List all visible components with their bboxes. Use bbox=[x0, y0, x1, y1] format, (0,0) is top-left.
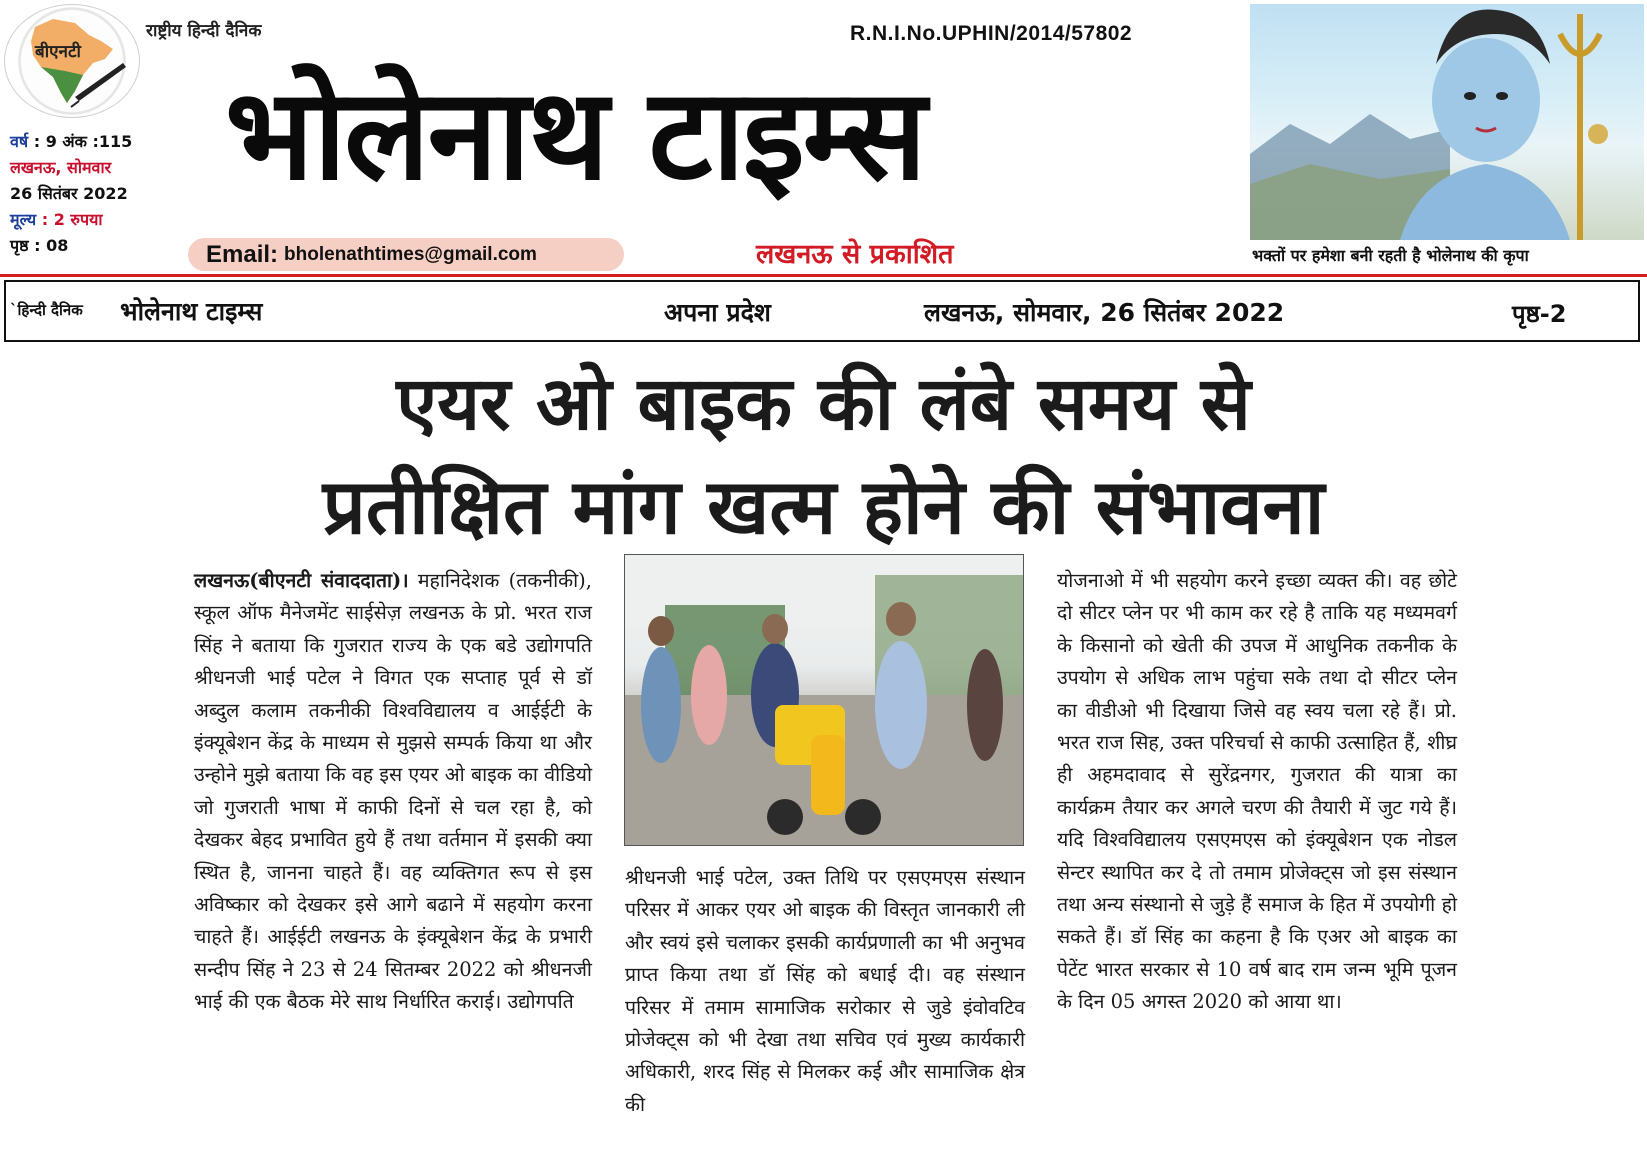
running-head-section: अपना प्रदेश bbox=[664, 298, 771, 327]
article-photo bbox=[624, 554, 1024, 846]
article-column-1 bbox=[194, 565, 592, 1019]
logo-text: बीएनटी bbox=[35, 42, 81, 62]
deity-image bbox=[1250, 4, 1644, 240]
email-badge bbox=[188, 238, 624, 271]
price-value: : 2 रुपया bbox=[41, 210, 103, 229]
page-count bbox=[10, 234, 68, 256]
deity-caption: भक्तों पर हमेशा बनी रहती है भोलेनाथ की कृपा bbox=[1252, 246, 1529, 265]
column-1-text: महानिदेशक (तकनीकी), स्कूल ऑफ मैनेजमेंट साईसेज़ लखनऊ के प्रो. भरत राज सिंह ने बताया कि गुजरात राज्य के एक बडे उद्योगपति श्रीधनजी भाई पटेल ने विगत एक सप्ताह पूर्व से डॉ अब्दुल कलाम तकनीकी विश्वविद्यालय व आईईटी के इंक्यूबेशन केंद्र के माध्यम से मुझसे सम्पर्क किया था और उन्होने मुझे बताया कि वह इस एयर ओ बाइक का वीडियो जो गुजराती भाषा में काफी दिनों से चल रहा है, को देखकर बेहद प्रभावित हुये हैं तथा वर्तमान में इसकी क्या स्थित है, जानना चाहते हैं। वह व्यक्तिगत रूप से इस अविष्कार को देखकर इसे आगे बढाने में सहयोग करना चाहते हैं। आईईटी लखनऊ के इंक्यूबेशन केंद्र के प्रभारी सन्दीप सिंह ने 23 से 24 सितम्बर 2022 को श्रीधनजी भाई की एक बैठक मेरे साथ निर्धारित कराई। उद्योगपति bbox=[194, 569, 592, 1014]
email-label: Email: bbox=[206, 240, 279, 268]
pages-value: : 08 bbox=[34, 236, 69, 255]
column-2-text: श्रीधनजी भाई पटेल, उक्त तिथि पर एसएमएस संस्थान परिसर में आकर एयर ओ बाइक की विस्तृत जानकारी ली और स्वयं इसे चलाकर इसकी कार्यप्रणाली का भी अनुभव प्राप्त किया तथा डॉ सिंह को बधाई दी। वह संस्थान परिसर में तमाम सामाजिक सरोकार से जुडे इंवोवटिव प्रोजेक्ट्स को भी देखा तथा सचिव एवं मुख्य कार्यकारी अधिकारी, शरद सिंह से मिलकर कई और सामाजिक क्षेत्र की bbox=[625, 866, 1025, 1116]
running-head-page: पृष्ठ-2 bbox=[1512, 300, 1567, 328]
price-label: मूल्य bbox=[10, 210, 37, 229]
place-day: लखनऊ, सोमवार bbox=[10, 158, 112, 177]
year-issue bbox=[10, 130, 132, 152]
pages-label: पृष्ठ bbox=[10, 236, 29, 255]
tagline-national-hindi-daily: राष्ट्रीय हिन्दी दैनिक bbox=[146, 21, 262, 41]
article-column-3 bbox=[1057, 565, 1457, 1019]
running-head-prefix: `हिन्दी दैनिक bbox=[10, 301, 83, 319]
year-value: : 9 अंक :115 bbox=[33, 132, 133, 151]
price bbox=[10, 208, 103, 230]
newspaper-title: भोलेनाथ टाइम्स bbox=[225, 61, 925, 208]
running-head-paper-name: भोलेनाथ टाइम्स bbox=[120, 297, 263, 326]
column-3-text: योजनाओ में भी सहयोग करने इच्छा व्यक्त की। वह छोटे दो सीटर प्लेन पर भी काम कर रहे है ताकि यह मध्यमवर्ग के किसानो को खेती की उपज में आधुनिक तकनीक के उपयोग से अधिक लाभ पहुंचा सके तथा दो सीटर प्लेन का वीडीओ भी दिखाया जिसे वह स्वय चला रहे हैं। प्रो. भरत राज सिह, उक्त परिचर्चा से काफी उत्साहित हैं, शीघ्र ही अहमदावाद से सुरेंद्रनगर, गुजरात की यात्रा का कार्यक्रम तैयार कर अगले चरण की तैयारी में जुट गये हैं। यदि विश्वविद्यालय एसएमएस को इंक्यूबेशन एक नोडल सेन्टर स्थापित कर दे तो तमाम प्रोजेक्ट्स जो इस संस्थान तथा अन्य संस्थानो से जुड़े हैं समाज के हित में उपयोगी हो सकते हैं। डॉ सिंह का कहना है कि एअर ओ बाइक का पेटेंट भारत सरकार से 10 वर्ष बाद राम जन्म भूमि पूजन के दिन 05 अगस्त 2020 को आया था। bbox=[1057, 569, 1457, 1014]
headline-line-1: एयर ओ बाइक की लंबे समय से bbox=[396, 361, 1251, 447]
shiva-illustration bbox=[1250, 4, 1644, 240]
air-o-bike-photo bbox=[625, 555, 1024, 846]
newspaper-logo bbox=[4, 4, 140, 118]
masthead-divider bbox=[0, 274, 1647, 277]
rni-number: R.N.I.No.UPHIN/2014/57802 bbox=[850, 22, 1133, 45]
email-address[interactable]: bholenathtimes@gmail.com bbox=[284, 243, 537, 265]
issue-date: 26 सितंबर 2022 bbox=[10, 184, 128, 203]
article-column-2 bbox=[625, 862, 1025, 1121]
year-label: वर्ष bbox=[10, 132, 29, 151]
dateline: लखनऊ(बीएनटी संवाददाता)। bbox=[194, 569, 409, 592]
headline-line-2: प्रतीक्षित मांग खत्म होने की संभावना bbox=[322, 462, 1325, 551]
published-from: लखनऊ से प्रकाशित bbox=[756, 239, 954, 270]
running-head-date: लखनऊ, सोमवार, 26 सितंबर 2022 bbox=[924, 298, 1285, 327]
